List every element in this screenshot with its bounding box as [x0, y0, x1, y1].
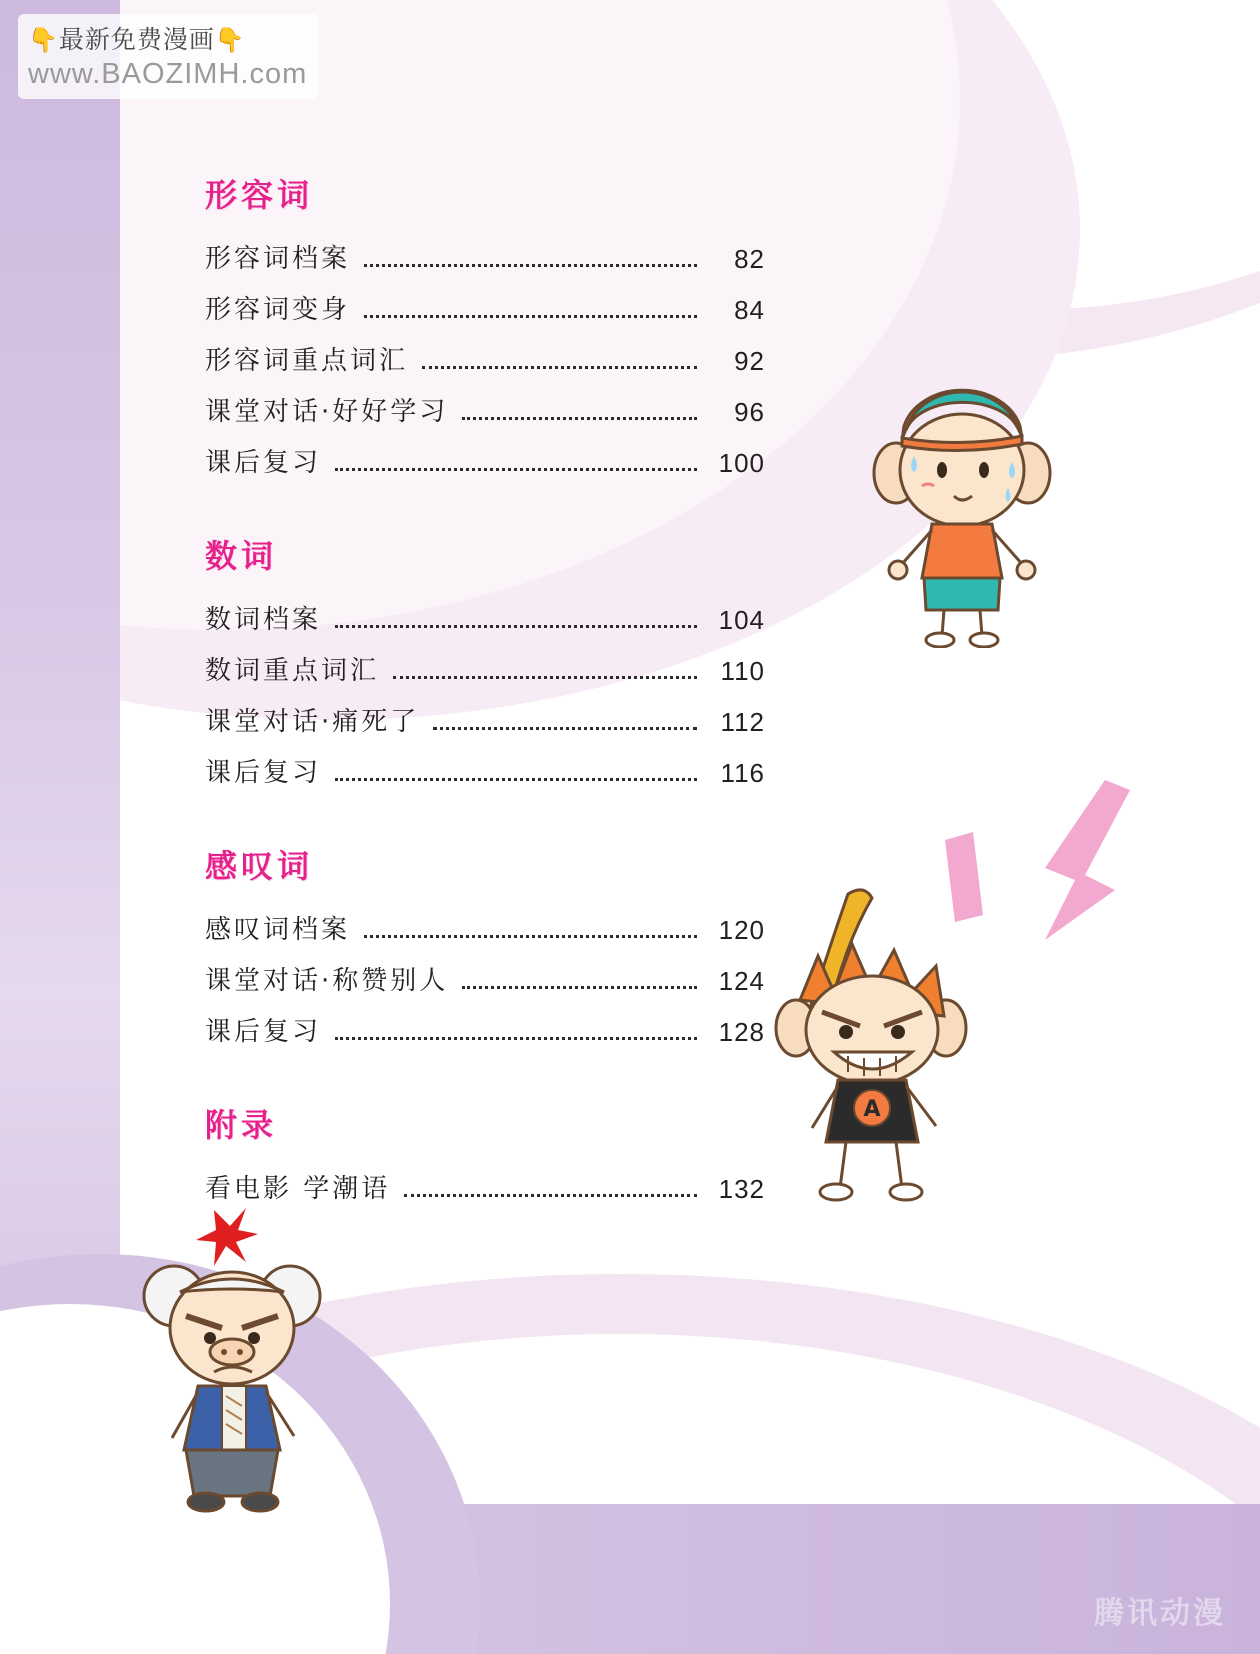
watermark [18, 14, 319, 99]
pointing-down-icon-right: 👇 [214, 27, 246, 54]
toc-entry-page: 96 [734, 397, 765, 427]
leader-dots [364, 264, 697, 267]
toc-entry-label: 课后复习 [205, 448, 322, 478]
toc-entry-page: 132 [718, 1174, 765, 1204]
leader-dots [422, 366, 697, 369]
leader-dots [462, 417, 697, 420]
toc-entry-page: 92 [734, 346, 765, 376]
leader-dots [335, 778, 697, 781]
section-title: 附录 [205, 1107, 278, 1143]
toc-section-adjectives [205, 170, 765, 479]
illustration-old-man-angry [118, 1200, 358, 1520]
toc-section-numerals [205, 531, 765, 789]
toc-entry-page: 100 [718, 448, 765, 478]
toc-entry-label: 课后复习 [205, 758, 322, 788]
section-title: 感叹词 [205, 848, 314, 884]
toc-entry-page: 82 [734, 244, 765, 274]
leader-dots [335, 468, 697, 471]
toc-entry-label: 形容词档案 [205, 244, 351, 274]
toc-entry-label: 数词重点词汇 [205, 656, 380, 686]
toc-entry-page: 124 [718, 966, 765, 996]
toc-entry[interactable] [205, 960, 765, 997]
illustration-boy-with-cap-sweating [862, 378, 1062, 648]
toc-entry-label: 数词档案 [205, 605, 322, 635]
leader-dots [364, 935, 697, 938]
table-of-contents [205, 170, 765, 1257]
leader-dots [393, 676, 697, 679]
toc-entry-label: 课后复习 [205, 1017, 322, 1047]
toc-entry-page: 112 [720, 707, 765, 737]
toc-entry[interactable] [205, 599, 765, 636]
toc-entry-page: 128 [718, 1017, 765, 1047]
toc-entry[interactable] [205, 238, 765, 275]
toc-entry[interactable] [205, 391, 765, 428]
toc-entry[interactable] [205, 701, 765, 738]
toc-entry-label: 看电影 学潮语 [205, 1174, 391, 1204]
svg-text:A: A [863, 1097, 881, 1122]
toc-entry-page: 110 [720, 656, 765, 686]
toc-entry-label: 课堂对话·好好学习 [205, 397, 449, 427]
watermark-url: www.BAOZIMH.com [28, 58, 308, 90]
leader-dots [364, 315, 697, 318]
toc-entry-label: 形容词重点词汇 [205, 346, 409, 376]
leader-dots [335, 1037, 697, 1040]
toc-entry-label: 课堂对话·称赞别人 [205, 966, 449, 996]
illustration-angry-boy-with-bat [760, 880, 990, 1210]
toc-entry[interactable] [205, 442, 765, 479]
leader-dots [335, 625, 697, 628]
toc-entry[interactable] [205, 909, 765, 946]
toc-entry-page: 116 [720, 758, 765, 788]
toc-entry[interactable] [205, 1011, 765, 1048]
toc-entry-label: 课堂对话·痛死了 [205, 707, 420, 737]
section-title: 数词 [205, 538, 278, 574]
toc-entry-page: 104 [718, 605, 765, 635]
publisher-logo: 腾讯动漫 [1094, 1597, 1226, 1630]
toc-entry-page: 120 [718, 915, 765, 945]
watermark-line-1 [28, 20, 307, 56]
watermark-text-cn: 最新免费漫画 [58, 26, 215, 54]
pointing-down-icon-left: 👇 [28, 27, 59, 54]
toc-entry[interactable] [205, 752, 765, 789]
leader-dots [404, 1194, 697, 1197]
leader-dots [433, 727, 697, 730]
toc-entry[interactable] [205, 289, 765, 326]
leader-dots [462, 986, 697, 989]
toc-section-appendix [205, 1100, 765, 1205]
section-title: 形容词 [205, 177, 314, 213]
toc-entry[interactable] [205, 650, 765, 687]
toc-entry-label: 形容词变身 [205, 295, 351, 325]
toc-section-interjections [205, 841, 765, 1048]
toc-entry[interactable] [205, 340, 765, 377]
toc-entry-label: 感叹词档案 [205, 915, 351, 945]
toc-entry-page: 84 [734, 295, 765, 325]
